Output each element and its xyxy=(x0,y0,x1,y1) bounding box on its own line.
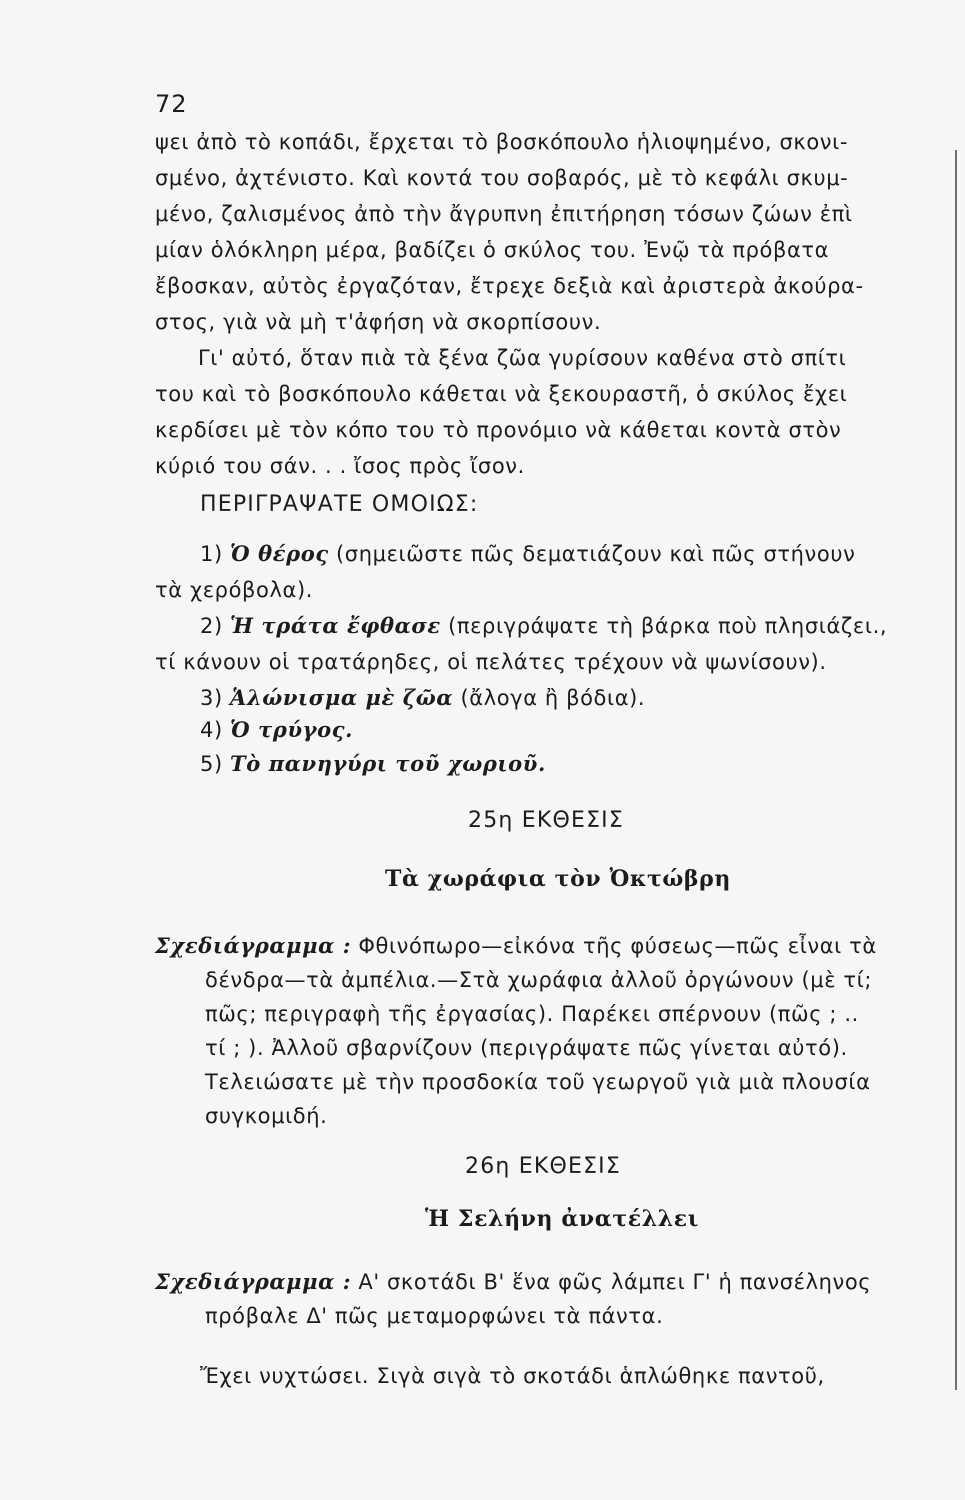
topic-item: 2) Ἡ τράτα ἔφθασε (περιγράψατε τὴ βάρκα ποὺ πλησιάζει., xyxy=(200,613,888,638)
outline-line: Σχεδιάγραμμα : Φθινόπωρο—εἰκόνα τῆς φύσεως—πῶς εἶναι τὰ xyxy=(155,933,877,958)
intro-line: σμένο, ἀχτένιστο. Καὶ κοντά του σοβαρός, μὲ τὸ κεφάλι σκυμ- xyxy=(155,166,849,190)
topic-continuation: τὰ χερόβολα). xyxy=(155,578,314,602)
page-edge-line xyxy=(955,150,957,1390)
outline-line: τί ; ). Ἀλλοῦ σβαρνίζουν (περιγράψατε πῶς γίνεται αὐτό). xyxy=(205,1036,848,1060)
topic-item: 5) Τὸ πανηγύρι τοῦ χωριοῦ. xyxy=(200,751,546,776)
intro-line: κερδίσει μὲ τὸν κόπο του τὸ προνόμιο νὰ κάθεται κοντὰ στὸν xyxy=(155,418,842,442)
outline-line: Τελειώσατε μὲ τὴν προσδοκία τοῦ γεωργοῦ γιὰ μιὰ πλουσία xyxy=(205,1070,871,1094)
essay-25-heading: 25η ΕΚΘΕΣΙΣ xyxy=(468,808,624,833)
outline-line: πρόβαλε Δ' πῶς μεταμορφώνει τὰ πάντα. xyxy=(205,1304,664,1328)
topic-item: 4) Ὁ τρύγος. xyxy=(200,717,354,742)
page-number: 72 xyxy=(155,90,188,118)
intro-line: μίαν ὁλόκληρη μέρα, βαδίζει ὁ σκύλος του. Ἐνῷ τὰ πρόβατα xyxy=(155,238,830,262)
essay-25-title: Τὰ χωράφια τὸν Ὀκτώβρη xyxy=(385,866,731,892)
essay-26-heading: 26η ΕΚΘΕΣΙΣ xyxy=(465,1154,621,1179)
intro-line: ἔβοσκαν, αὐτὸς ἐργαζόταν, ἔτρεχε δεξιὰ καὶ ἀριστερὰ ἀκούρα- xyxy=(155,274,864,298)
intro-line: Γι' αὐτό, ὅταν πιὰ τὰ ξένα ζῶα γυρίσουν καθένα στὸ σπίτι xyxy=(198,346,847,370)
intro-line: στος, γιὰ νὰ μὴ τ'ἀφήση νὰ σκορπίσουν. xyxy=(155,310,602,334)
outline-label: Σχεδιάγραμμα : xyxy=(155,1269,352,1294)
intro-line: του καὶ τὸ βοσκόπουλο κάθεται νὰ ξεκουραστῆ, ὁ σκύλος ἔχει xyxy=(155,382,848,406)
intro-line: μένο, ζαλισμένος ἀπὸ τὴν ἄγρυπνη ἐπιτήρηση τόσων ζώων ἐπὶ xyxy=(155,202,853,226)
outline-line: δένδρα—τὰ ἀμπέλια.—Στὰ χωράφια ἀλλοῦ ὀργώνουν (μὲ τί; xyxy=(205,968,873,992)
intro-line: κύριό του σάν. . . ἴσος πρὸς ἴσον. xyxy=(155,454,525,478)
topic-continuation: τί κάνουν οἱ τρατάρηδες, οἱ πελάτες τρέχουν νὰ ψωνίσουν). xyxy=(155,650,827,674)
topic-item: 1) Ὁ θέρος (σημειῶστε πῶς δεματιάζουν καὶ πῶς στήνουν xyxy=(200,541,856,566)
outline-line: συγκομιδή. xyxy=(205,1104,328,1128)
intro-line: ψει ἀπὸ τὸ κοπάδι, ἔρχεται τὸ βοσκόπουλο ἡλιοψημένο, σκονι- xyxy=(155,130,848,154)
outline-line: πῶς; περιγραφὴ τῆς ἐργασίας). Παρέκει σπέρνουν (πῶς ; .. xyxy=(205,1002,859,1026)
closing-line: Ἔχει νυχτώσει. Σιγὰ σιγὰ τὸ σκοτάδι ἁπλώθηκε παντοῦ, xyxy=(200,1364,825,1388)
outline-label: Σχεδιάγραμμα : xyxy=(155,933,352,958)
topic-item: 3) Ἁλώνισμα μὲ ζῶα (ἄλογα ἢ βόδια). xyxy=(200,685,646,710)
outline-line: Σχεδιάγραμμα : Α' σκοτάδι Β' ἕνα φῶς λάμπει Γ' ἡ πανσέληνος xyxy=(155,1269,872,1294)
essay-26-title: Ἡ Σελήνη ἀνατέλλει xyxy=(425,1206,699,1232)
describe-heading: ΠΕΡΙΓΡΑΨΑΤΕ ΟΜΟΙΩΣ: xyxy=(200,492,479,517)
